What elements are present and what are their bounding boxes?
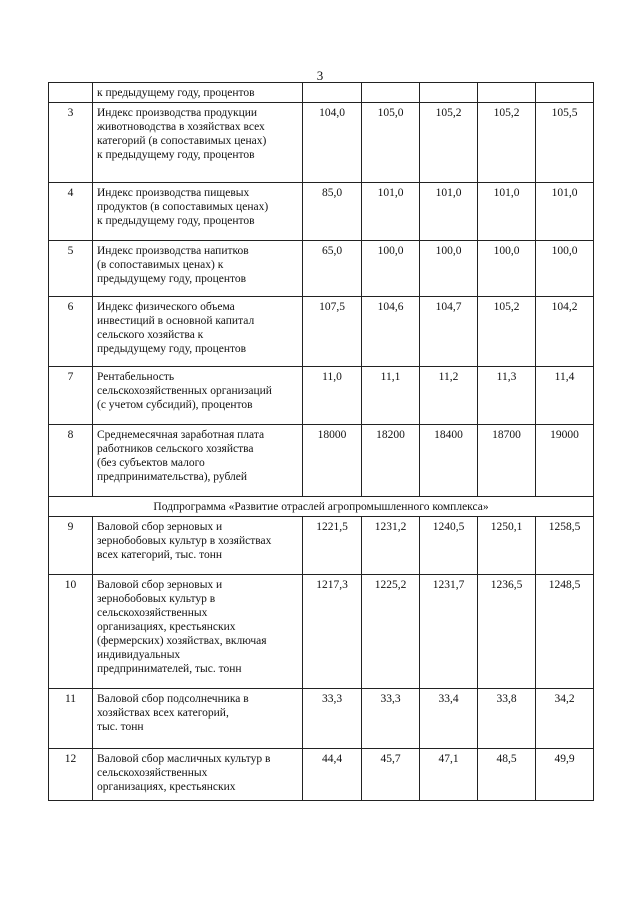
value-cell: 1231,2	[362, 517, 420, 575]
row-number-cell: 6	[49, 297, 93, 367]
value-cell: 33,8	[478, 689, 536, 749]
value-cell: 11,4	[536, 367, 594, 425]
value-cell: 1236,5	[478, 575, 536, 689]
value-cell: 11,1	[362, 367, 420, 425]
value-cell	[536, 83, 594, 103]
table-row	[49, 241, 594, 297]
indicator-name-cell: Индекс производства напитков (в сопоставимых ценах) к предыдущему году, процентов	[93, 241, 303, 297]
value-cell: 44,4	[303, 749, 362, 801]
value-cell: 49,9	[536, 749, 594, 801]
table-row	[49, 517, 594, 575]
table-row	[49, 297, 594, 367]
section-row	[49, 497, 594, 517]
table-row	[49, 183, 594, 241]
value-cell: 18200	[362, 425, 420, 497]
section-title: Подпрограмма «Развитие отраслей агропромышленного комплекса»	[49, 497, 594, 517]
value-cell: 48,5	[478, 749, 536, 801]
value-cell: 104,7	[420, 297, 478, 367]
value-cell	[420, 83, 478, 103]
indicator-name-cell: Валовой сбор масличных культур в сельскохозяйственных организациях, крестьянских	[93, 749, 303, 801]
row-number-cell: 7	[49, 367, 93, 425]
table-row	[49, 425, 594, 497]
indicators-table	[48, 82, 594, 801]
value-cell: 100,0	[420, 241, 478, 297]
value-cell	[478, 83, 536, 103]
value-cell: 11,2	[420, 367, 478, 425]
row-number-cell: 3	[49, 103, 93, 183]
table-row	[49, 575, 594, 689]
value-cell: 101,0	[536, 183, 594, 241]
row-number-cell	[49, 83, 93, 103]
value-cell: 1231,7	[420, 575, 478, 689]
value-cell: 100,0	[478, 241, 536, 297]
value-cell: 105,5	[536, 103, 594, 183]
value-cell: 19000	[536, 425, 594, 497]
value-cell: 1217,3	[303, 575, 362, 689]
row-number-cell: 5	[49, 241, 93, 297]
table-row	[49, 83, 594, 103]
value-cell: 1250,1	[478, 517, 536, 575]
value-cell: 105,0	[362, 103, 420, 183]
table-row	[49, 367, 594, 425]
value-cell: 33,3	[362, 689, 420, 749]
value-cell: 33,3	[303, 689, 362, 749]
value-cell	[362, 83, 420, 103]
page-number: 3	[316, 68, 324, 83]
value-cell: 47,1	[420, 749, 478, 801]
value-cell: 105,2	[478, 297, 536, 367]
indicator-name-cell: Индекс физического объема инвестиций в основной капитал сельского хозяйства к предыдущему году, процентов	[93, 297, 303, 367]
value-cell: 18700	[478, 425, 536, 497]
indicator-name-cell: Рентабельность сельскохозяйственных организаций (с учетом субсидий), процентов	[93, 367, 303, 425]
indicator-name-cell: Среднемесячная заработная плата работников сельского хозяйства (без субъектов малого предпринимательства), рублей	[93, 425, 303, 497]
value-cell: 100,0	[536, 241, 594, 297]
value-cell: 1240,5	[420, 517, 478, 575]
value-cell: 18000	[303, 425, 362, 497]
row-number-cell: 11	[49, 689, 93, 749]
value-cell: 105,2	[420, 103, 478, 183]
value-cell: 104,2	[536, 297, 594, 367]
value-cell: 104,6	[362, 297, 420, 367]
table-row	[49, 749, 594, 801]
indicator-name-cell: Валовой сбор подсолнечника в хозяйствах всех категорий, тыс. тонн	[93, 689, 303, 749]
value-cell: 18400	[420, 425, 478, 497]
row-number-cell: 9	[49, 517, 93, 575]
value-cell: 33,4	[420, 689, 478, 749]
row-number-cell: 12	[49, 749, 93, 801]
value-cell: 1221,5	[303, 517, 362, 575]
value-cell: 34,2	[536, 689, 594, 749]
indicator-name-cell: Индекс производства продукции животноводства в хозяйствах всех категорий (в сопоставимых ценах) к предыдущему году, процентов	[93, 103, 303, 183]
value-cell: 105,2	[478, 103, 536, 183]
value-cell: 1225,2	[362, 575, 420, 689]
row-number-cell: 10	[49, 575, 93, 689]
value-cell: 101,0	[362, 183, 420, 241]
value-cell: 11,0	[303, 367, 362, 425]
value-cell: 65,0	[303, 241, 362, 297]
table-row	[49, 103, 594, 183]
value-cell: 45,7	[362, 749, 420, 801]
value-cell: 1258,5	[536, 517, 594, 575]
value-cell: 107,5	[303, 297, 362, 367]
indicator-name-cell: Валовой сбор зерновых и зернобобовых культур в хозяйствах всех категорий, тыс. тонн	[93, 517, 303, 575]
indicator-name-cell: Валовой сбор зерновых и зернобобовых культур в сельскохозяйственных организациях, крестьянских (фермерских) хозяйствах, включая индивидуальных предпринимателей, тыс. тонн	[93, 575, 303, 689]
value-cell: 104,0	[303, 103, 362, 183]
value-cell: 101,0	[478, 183, 536, 241]
value-cell: 11,3	[478, 367, 536, 425]
row-number-cell: 8	[49, 425, 93, 497]
value-cell: 1248,5	[536, 575, 594, 689]
row-number-cell: 4	[49, 183, 93, 241]
value-cell: 100,0	[362, 241, 420, 297]
indicator-name-cell: к предыдущему году, процентов	[93, 83, 303, 103]
value-cell	[303, 83, 362, 103]
value-cell: 85,0	[303, 183, 362, 241]
indicator-name-cell: Индекс производства пищевых продуктов (в сопоставимых ценах) к предыдущему году, процентов	[93, 183, 303, 241]
table-row	[49, 689, 594, 749]
value-cell: 101,0	[420, 183, 478, 241]
